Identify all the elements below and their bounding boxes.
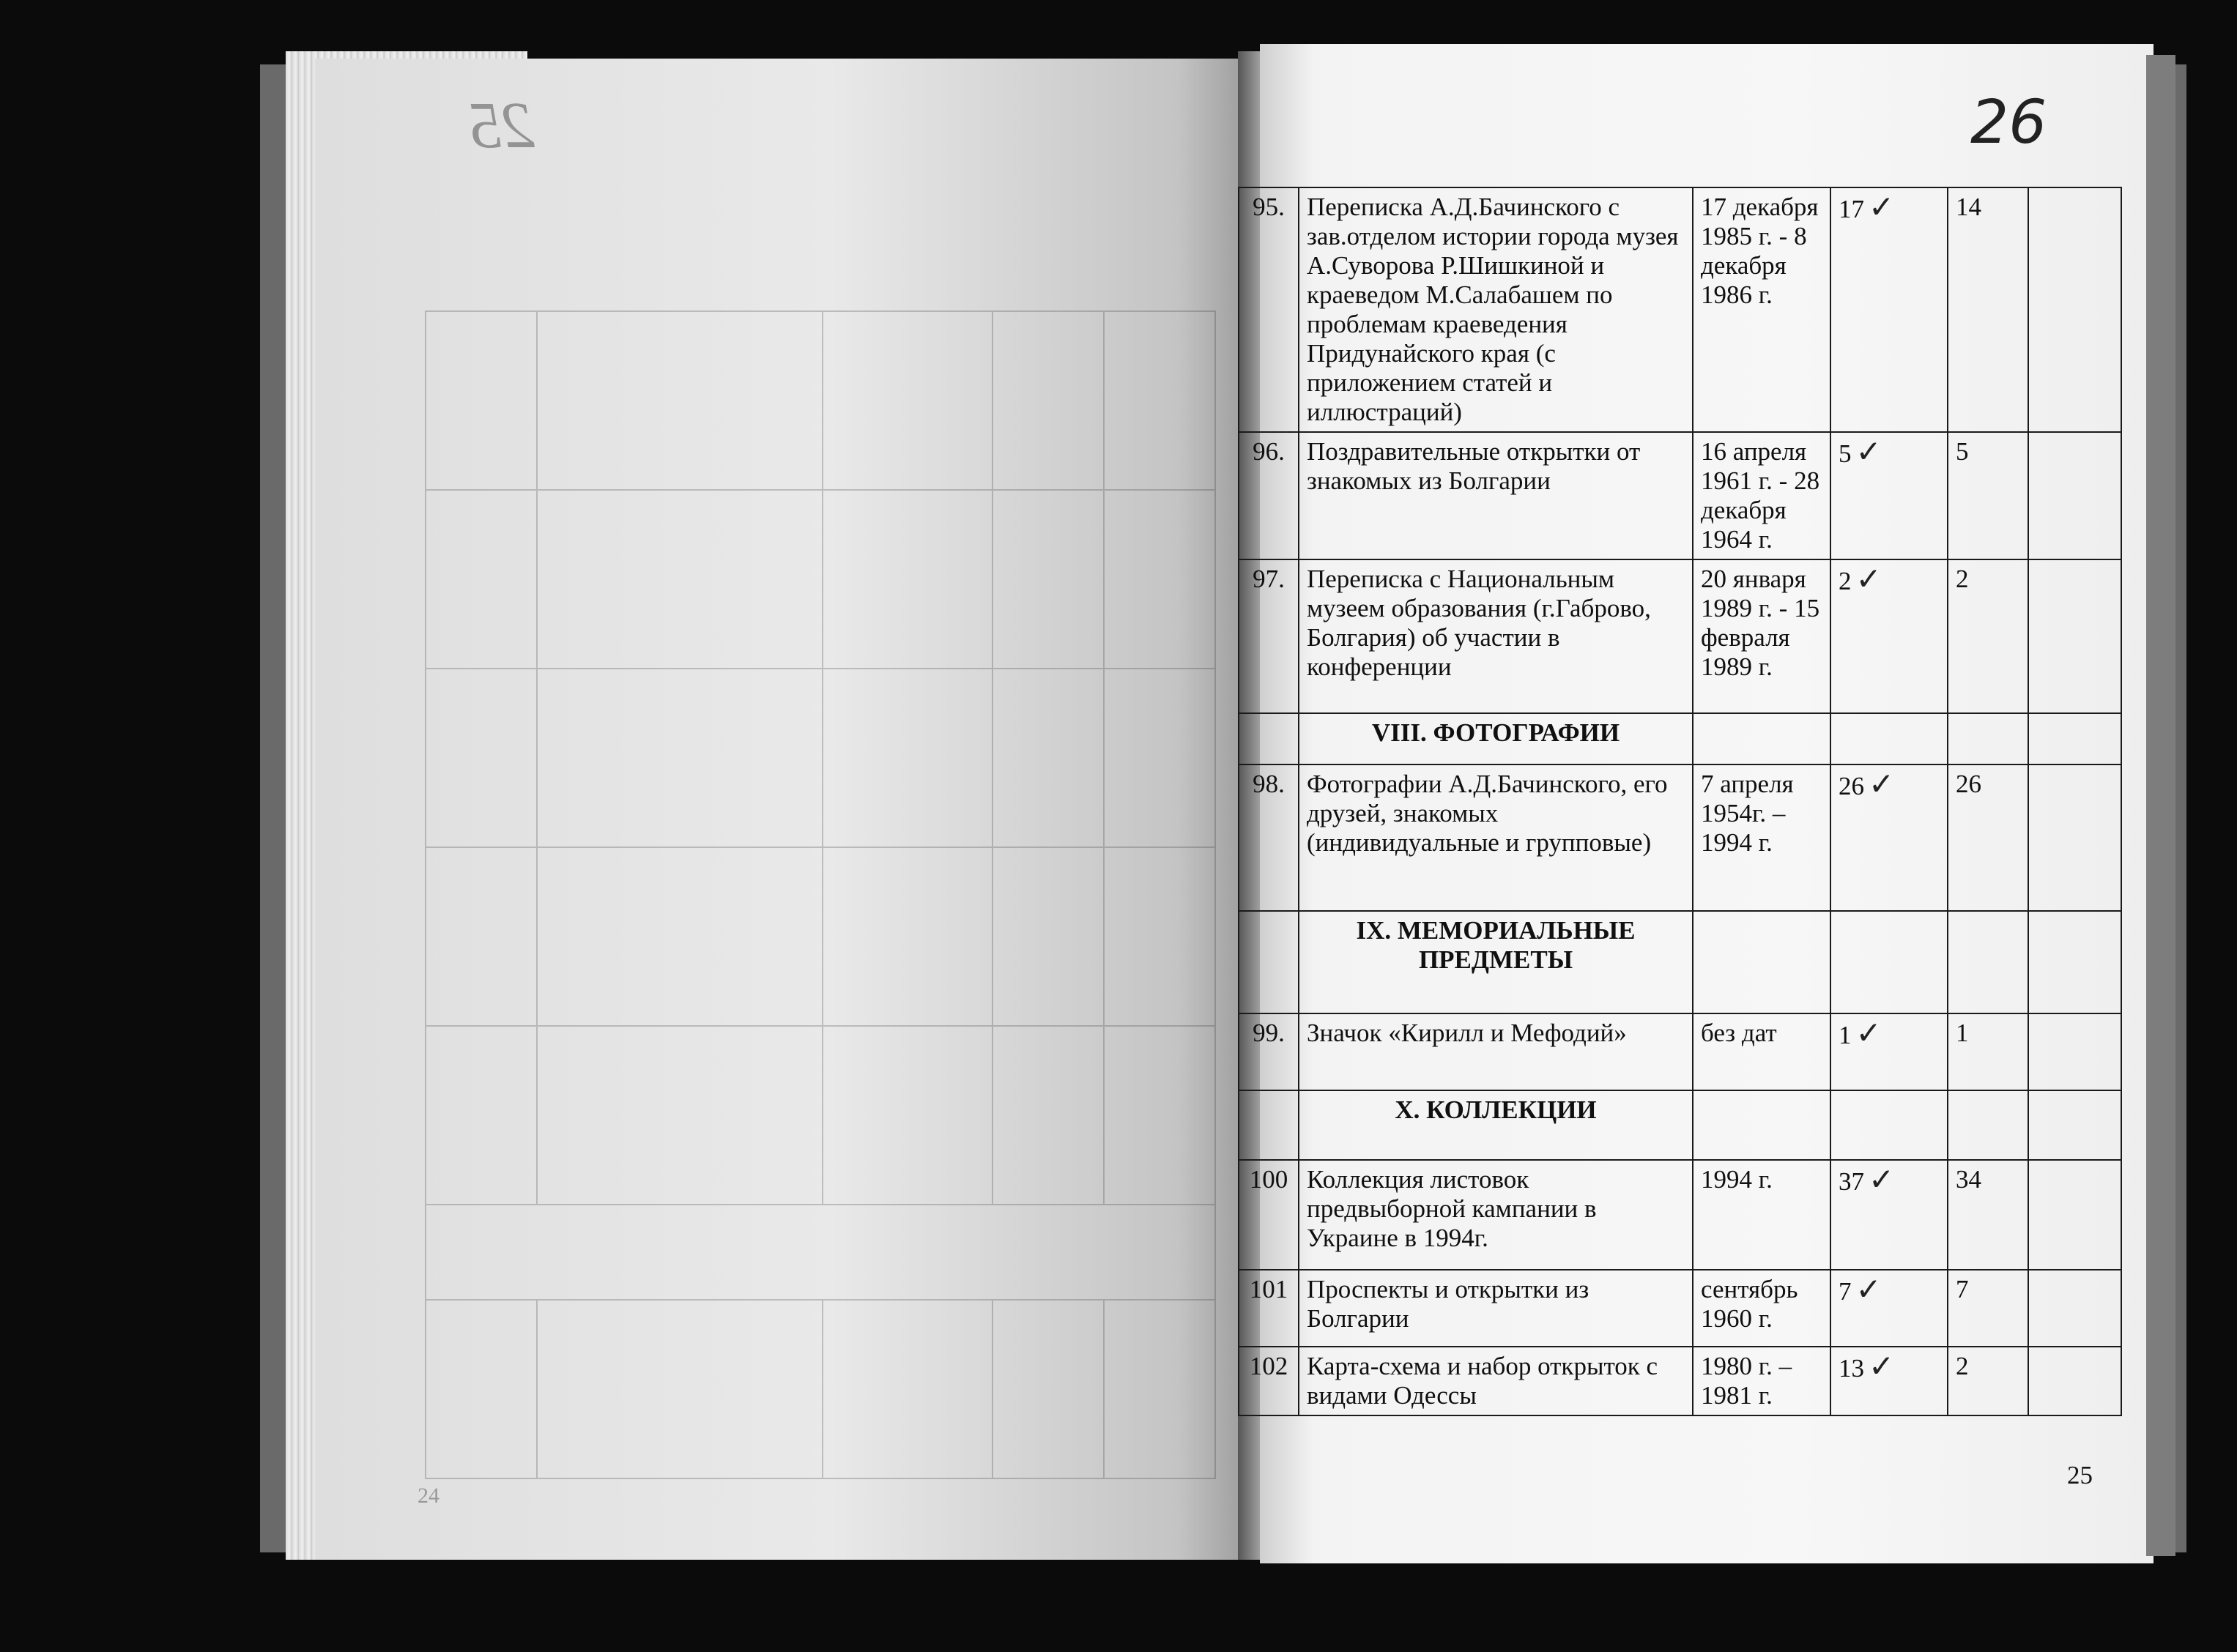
item-quantity: 7 — [1948, 1270, 2028, 1347]
item-title: Карта-схема и набор открыток с видами Одессы — [1299, 1347, 1693, 1415]
extra-cell — [2028, 911, 2121, 1013]
sheet-count: 5 — [1839, 439, 1852, 468]
checkmark-icon: ✓ — [1855, 434, 1882, 469]
table-row — [1239, 187, 2121, 432]
item-quantity: 2 — [1948, 559, 2028, 713]
item-dates: 1980 г. – 1981 г. — [1693, 1347, 1830, 1415]
extra-cell — [2028, 1347, 2121, 1415]
table-row — [1239, 1160, 2121, 1270]
extra-cell — [2028, 1013, 2121, 1090]
checkmark-icon: ✓ — [1855, 1015, 1882, 1051]
extra-cell — [2028, 1160, 2121, 1270]
sheet-count: 17 — [1839, 195, 1864, 223]
handwritten-folio: 26 — [1970, 88, 2047, 157]
left-page-bleedthrough — [425, 161, 1216, 1479]
handwritten-folio-left: 25 — [469, 89, 535, 162]
item-number: 99. — [1239, 1013, 1299, 1090]
item-number: 96. — [1239, 432, 1299, 559]
extra-cell — [2028, 713, 2121, 764]
item-dates: 16 апреля 1961 г. - 28 декабря 1964 г. — [1693, 432, 1830, 559]
sheet-count-cell — [1830, 1347, 1948, 1415]
item-title: Значок «Кирилл и Мефодий» — [1299, 1013, 1693, 1090]
qty-cell — [1948, 911, 2028, 1013]
right-cover-edge — [2146, 55, 2175, 1556]
table-row — [1239, 764, 2121, 911]
table-row — [1239, 432, 2121, 559]
item-number: 102 — [1239, 1347, 1299, 1415]
sheet-count-cell — [1830, 559, 1948, 713]
item-title: Переписка с Национальным музеем образования (г.Габрово, Болгария) об участии в конференции — [1299, 559, 1693, 713]
item-quantity: 14 — [1948, 187, 2028, 432]
section-heading-row — [1239, 713, 2121, 764]
checkmark-icon: ✓ — [1869, 1161, 1895, 1197]
page-number: 25 — [2067, 1461, 2093, 1489]
extra-cell — [2028, 187, 2121, 432]
sheet-count-cell — [1830, 432, 1948, 559]
item-title: Коллекция листовок предвыборной кампании в Украине в 1994г. — [1299, 1160, 1693, 1270]
section-heading-row — [1239, 911, 2121, 1013]
item-quantity: 2 — [1948, 1347, 2028, 1415]
item-number: 95. — [1239, 187, 1299, 432]
sheet-count: 1 — [1839, 1021, 1852, 1049]
extra-cell — [2028, 1090, 2121, 1160]
count-cell — [1830, 713, 1948, 764]
sheet-count-cell — [1830, 1160, 1948, 1270]
checkmark-icon: ✓ — [1869, 766, 1895, 802]
section-title: IX. МЕМОРИАЛЬНЫЕ ПРЕДМЕТЫ — [1299, 911, 1693, 1013]
qty-cell — [1948, 1090, 2028, 1160]
item-number: 101 — [1239, 1270, 1299, 1347]
checkmark-icon: ✓ — [1869, 189, 1895, 225]
sheet-count-cell — [1830, 1270, 1948, 1347]
section-title: Х. КОЛЛЕКЦИИ — [1299, 1090, 1693, 1160]
item-title: Переписка А.Д.Бачинского с зав.отделом истории города музея А.Суворова Р.Шишкиной и краеведом М.Салабашем по проблемам краеведения Придунайского края (с приложением статей и иллюстраций) — [1299, 187, 1693, 432]
item-quantity: 5 — [1948, 432, 2028, 559]
checkmark-icon: ✓ — [1869, 1348, 1895, 1384]
sheet-count-cell — [1830, 1013, 1948, 1090]
count-cell — [1830, 1090, 1948, 1160]
table-row — [1239, 559, 2121, 713]
date-cell — [1693, 911, 1830, 1013]
extra-cell — [2028, 764, 2121, 911]
number-cell — [1239, 911, 1299, 1013]
extra-cell — [2028, 432, 2121, 559]
section-title: VIII. ФОТОГРАФИИ — [1299, 713, 1693, 764]
qty-cell — [1948, 713, 2028, 764]
item-dates: 7 апреля 1954г. – 1994 г. — [1693, 764, 1830, 911]
item-quantity: 1 — [1948, 1013, 2028, 1090]
sheet-count: 2 — [1839, 567, 1852, 595]
extra-cell — [2028, 559, 2121, 713]
table-row — [1239, 1270, 2121, 1347]
sheet-count: 26 — [1839, 772, 1864, 800]
item-title: Проспекты и открытки из Болгарии — [1299, 1270, 1693, 1347]
item-dates: без дат — [1693, 1013, 1830, 1090]
item-number: 97. — [1239, 559, 1299, 713]
sheet-count-cell — [1830, 764, 1948, 911]
item-dates: 17 декабря 1985 г. - 8 декабря 1986 г. — [1693, 187, 1830, 432]
section-heading-row — [1239, 1090, 2121, 1160]
checkmark-icon: ✓ — [1855, 561, 1882, 597]
item-number: 98. — [1239, 764, 1299, 911]
checkmark-icon: ✓ — [1855, 1271, 1882, 1307]
item-quantity: 34 — [1948, 1160, 2028, 1270]
inventory-table — [1238, 187, 2122, 1416]
left-page-number: 24 — [418, 1484, 439, 1508]
extra-cell — [2028, 1270, 2121, 1347]
item-quantity: 26 — [1948, 764, 2028, 911]
sheet-count: 7 — [1839, 1277, 1852, 1306]
sheet-count-cell — [1830, 187, 1948, 432]
date-cell — [1693, 1090, 1830, 1160]
count-cell — [1830, 911, 1948, 1013]
left-page — [315, 59, 1253, 1560]
table-row — [1239, 1013, 2121, 1090]
date-cell — [1693, 713, 1830, 764]
item-dates: сентябрь 1960 г. — [1693, 1270, 1830, 1347]
table-row — [1239, 1347, 2121, 1415]
number-cell — [1239, 1090, 1299, 1160]
item-dates: 20 января 1989 г. - 15 февраля 1989 г. — [1693, 559, 1830, 713]
sheet-count: 37 — [1839, 1167, 1864, 1196]
sheet-count: 13 — [1839, 1354, 1864, 1383]
item-title: Фотографии А.Д.Бачинского, его друзей, знакомых (индивидуальные и групповые) — [1299, 764, 1693, 911]
item-dates: 1994 г. — [1693, 1160, 1830, 1270]
item-title: Поздравительные открытки от знакомых из Болгарии — [1299, 432, 1693, 559]
number-cell — [1239, 713, 1299, 764]
item-number: 100 — [1239, 1160, 1299, 1270]
